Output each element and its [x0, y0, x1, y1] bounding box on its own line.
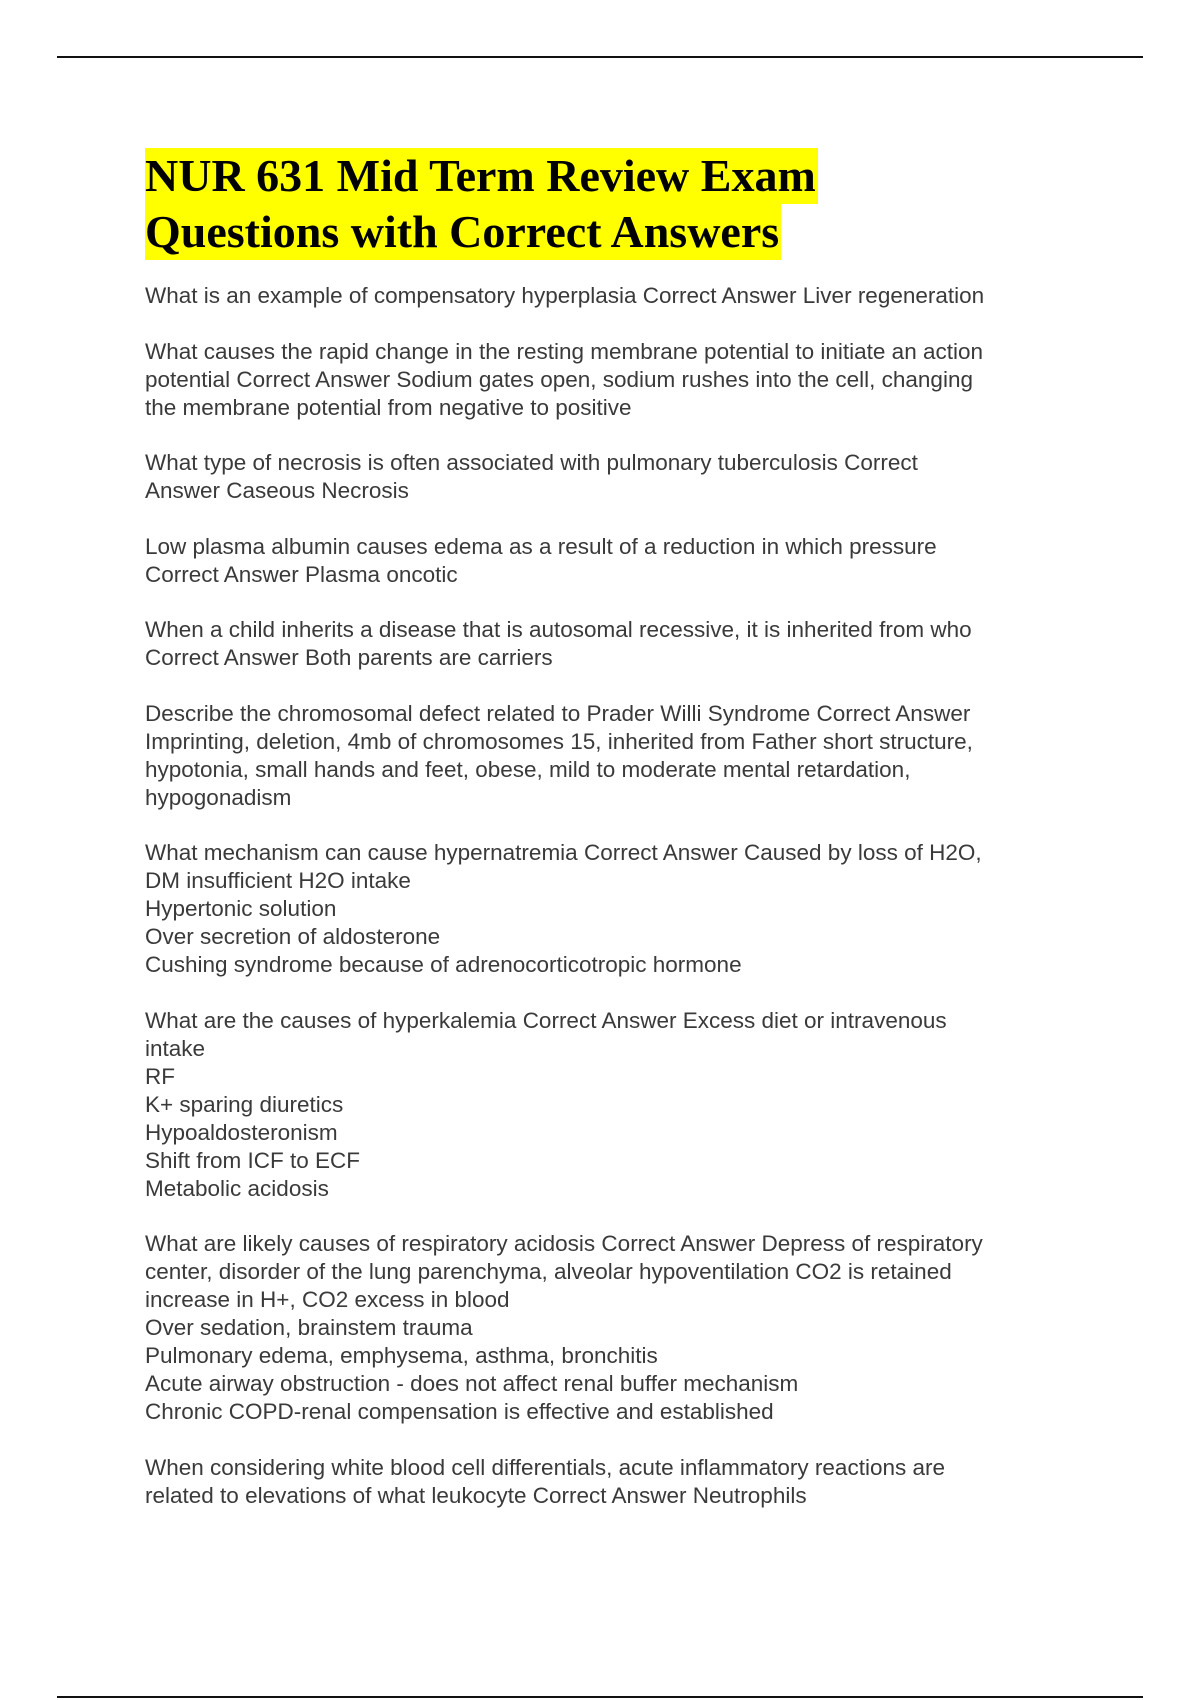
qa-line: When considering white blood cell differentials, acute inflammatory reactions are: [145, 1454, 945, 1480]
qa-line: Hypoaldosteronism: [145, 1119, 338, 1145]
qa-item: [145, 1007, 1065, 1203]
qa-item: [145, 616, 1065, 672]
top-rule: [57, 56, 1143, 58]
qa-line: Pulmonary edema, emphysema, asthma, bronchitis: [145, 1343, 658, 1368]
qa-line: What are the causes of hyperkalemia Correct Answer Excess diet or intravenous: [145, 1007, 947, 1033]
qa-line: Acute airway obstruction - does not affect renal buffer mechanism: [145, 1371, 799, 1396]
qa-line: Chronic COPD-renal compensation is effective and established: [145, 1399, 774, 1424]
qa-line: Correct Answer Both parents are carriers: [145, 645, 553, 670]
qa-line: What mechanism can cause hypernatremia Correct Answer Caused by loss of H2O,: [145, 840, 982, 865]
title-line-2: Questions with Correct Answers: [145, 204, 781, 260]
qa-line: DM insufficient H2O intake: [145, 868, 411, 893]
qa-line: hypotonia, small hands and feet, obese, mild to moderate mental retardation,: [145, 756, 911, 782]
qa-line: intake: [145, 1035, 206, 1061]
qa-line: Describe the chromosomal defect related to Prader Willi Syndrome Correct Answer: [145, 700, 971, 726]
qa-line: Imprinting, deletion, 4mb of chromosomes 15, inherited from Father short structure,: [145, 728, 973, 754]
qa-item: [145, 1454, 1065, 1510]
qa-line: Metabolic acidosis: [145, 1175, 329, 1201]
qa-line: K+ sparing diuretics: [145, 1091, 344, 1117]
qa-line: Low plasma albumin causes edema as a result of a reduction in which pressure: [145, 533, 937, 559]
qa-line: increase in H+, CO2 excess in blood: [145, 1287, 510, 1312]
qa-item: [145, 338, 1065, 422]
document-body: [145, 148, 1065, 1537]
qa-line: related to elevations of what leukocyte Correct Answer Neutrophils: [145, 1482, 807, 1508]
qa-line: What type of necrosis is often associated with pulmonary tuberculosis Correct: [145, 450, 918, 475]
qa-line: Correct Answer Plasma oncotic: [145, 561, 458, 587]
qa-item: [145, 839, 1065, 979]
qa-item: [145, 1230, 1065, 1426]
qa-line: potential Correct Answer Sodium gates open, sodium rushes into the cell, changing: [145, 366, 973, 392]
qa-line: Answer Caseous Necrosis: [145, 478, 409, 503]
qa-item: [145, 449, 1065, 505]
bottom-rule: [57, 1696, 1143, 1698]
qa-line: the membrane potential from negative to positive: [145, 394, 632, 420]
qa-line: RF: [145, 1063, 175, 1089]
qa-line: Over sedation, brainstem trauma: [145, 1315, 473, 1340]
qa-item: [145, 533, 1065, 589]
qa-line: Shift from ICF to ECF: [145, 1147, 361, 1173]
qa-line: Cushing syndrome because of adrenocorticotropic hormone: [145, 952, 742, 977]
qa-line: Hypertonic solution: [145, 896, 337, 921]
qa-line: What are likely causes of respiratory acidosis Correct Answer Depress of respiratory: [145, 1231, 983, 1256]
title-line-1: NUR 631 Mid Term Review Exam: [145, 148, 818, 204]
qa-list: [145, 282, 1065, 1510]
qa-line: What is an example of compensatory hyperplasia Correct Answer Liver regeneration: [145, 283, 985, 308]
qa-line: center, disorder of the lung parenchyma, alveolar hypoventilation CO2 is retained: [145, 1259, 952, 1284]
document-title: [145, 148, 1065, 260]
qa-line: hypogonadism: [145, 784, 292, 810]
qa-line: When a child inherits a disease that is autosomal recessive, it is inherited from who: [145, 617, 972, 642]
qa-item: [145, 700, 1065, 812]
qa-item: [145, 282, 1065, 310]
qa-line: What causes the rapid change in the resting membrane potential to initiate an action: [145, 338, 984, 364]
qa-line: Over secretion of aldosterone: [145, 924, 441, 949]
